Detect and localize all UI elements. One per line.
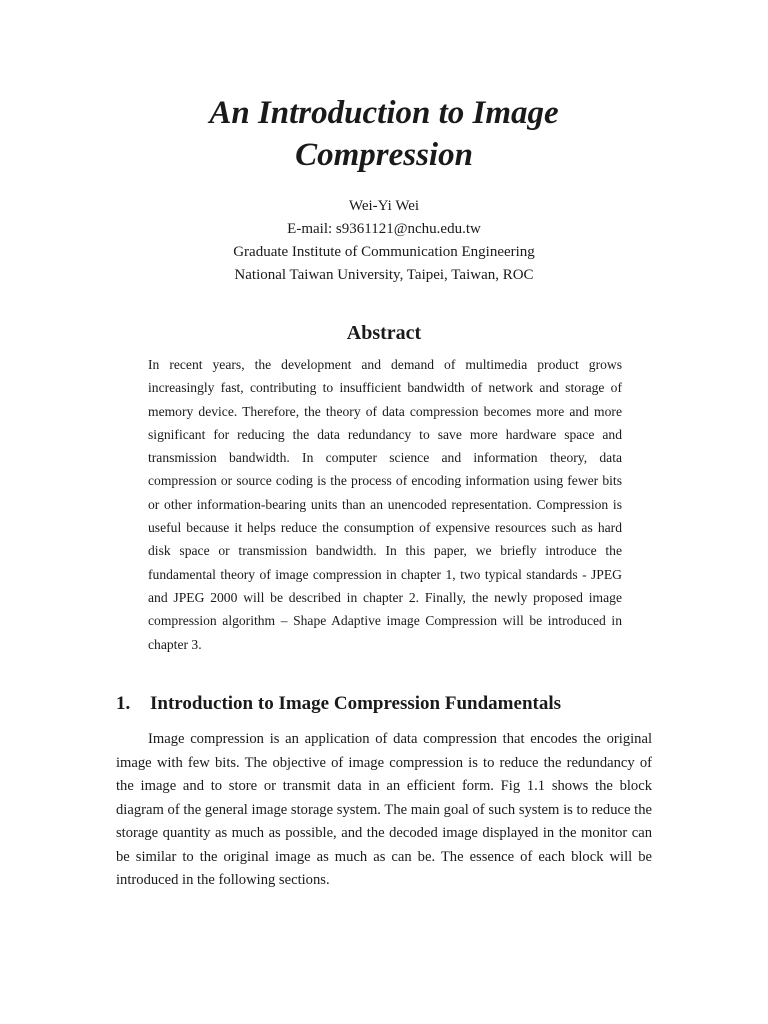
author-affiliation-university: National Taiwan University, Taipei, Taiwan, ROC (234, 267, 534, 283)
section-1-number: 1. (116, 693, 131, 714)
section-1-paragraph: Image compression is an application of data compression that encodes the original image with few bits. The objective of image compression is to reduce the redundancy of the image and to store or transmit data in an efficient form. Fig 1.1 shows the block diagram of the general image storage system. The main goal of such system is to reduce the storage quantity as much as possible, and the decoded image displayed in the monitor can be similar to the original image as much as can be. The essence of each block will be introduced in the following sections. (116, 731, 652, 888)
paper-title (0, 92, 768, 176)
paper-title-line-2: Compression (295, 137, 473, 173)
author-block (0, 195, 768, 287)
abstract-paragraph: In recent years, the development and demand of multimedia product grows increasingly fast, contributing to insufficient bandwidth of network and storage of memory device. Therefore, the theory of data compression becomes more and more significant for reducing the data redundancy to save more hardware space and transmission bandwidth. In computer science and information theory, data compression or source coding is the process of encoding information using fewer bits or other information-bearing units than an unencoded representation. Compression is useful because it helps reduce the consumption of expensive resources such as hard disk space or transmission bandwidth. In this paper, we briefly introduce the fundamental theory of image compression in chapter 1, two typical standards - JPEG and JPEG 2000 will be described in chapter 2. Finally, the newly proposed image compression algorithm – Shape Adaptive image Compression will be introduced in chapter 3. (148, 357, 622, 652)
author-name: Wei-Yi Wei (348, 198, 420, 214)
section-1-heading (116, 690, 676, 718)
author-email: E-mail: s9361121@nchu.edu.tw (287, 221, 481, 237)
abstract-heading: Abstract (346, 322, 422, 344)
paper-title-line-1: An Introduction to Image (209, 95, 559, 131)
section-1-title: Introduction to Image Compression Fundamentals (150, 693, 562, 714)
author-affiliation-institute: Graduate Institute of Communication Engineering (233, 244, 535, 260)
